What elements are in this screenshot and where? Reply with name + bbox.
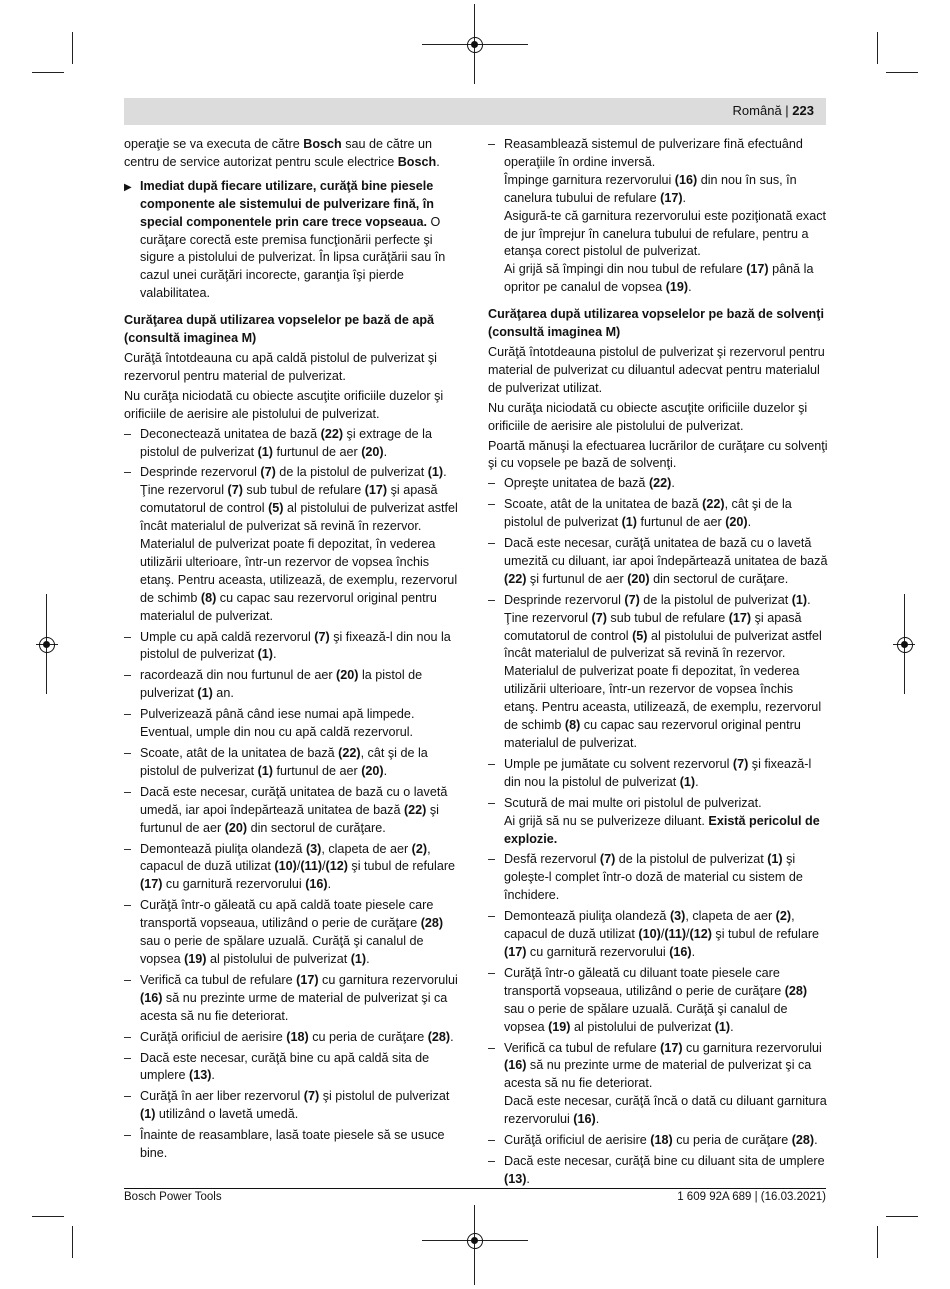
registration-target-icon [467,37,483,53]
list-item: – Curăţă într-o găleată cu diluant toate piesele care transportă vopseaua, utilizând o perie de curăţare (28) sau o perie de spălare uzuală. Curăţă şi canalul de vopsea (19) al pistolului de pulverizat (1). [488,965,830,1037]
list-item: – Înainte de reasamblare, lasă toate piesele să se usuce bine. [124,1127,466,1163]
crop-mark [877,1226,878,1258]
list-item: – Demontează piuliţa olandeză (3), clapeta de aer (2), capacul de duză utilizat (10)/(11)/(12) şi tubul de refulare (17) cu garnitură rezervorului (16). [124,841,466,895]
list-item: – Curăţă în aer liber rezervorul (7) şi pistolul de pulverizat (1) utilizând o lavetă umedă. [124,1088,466,1124]
list-item: – Dacă este necesar, curăţă unitatea de bază cu o lavetă umezită cu diluant, iar apoi îndepărtează unitatea de bază (22) şi furtunul de aer (20) din sectorul de curăţare. [488,535,830,589]
footer-brand: Bosch Power Tools [124,1191,222,1203]
list-item: – racordează din nou furtunul de aer (20) la pistol de pulverizat (1) an. [124,667,466,703]
crop-mark [72,32,73,64]
crop-mark [877,32,878,64]
list-item: – Curăţă orificiul de aerisire (18) cu peria de curăţare (28). [124,1029,466,1047]
crop-mark [72,1226,73,1258]
right-column [488,136,830,1192]
steps-list-water [124,426,466,1163]
steps-list-solvent [488,475,830,1188]
paragraph: Nu curăţa niciodată cu obiecte ascuţite orificiile duzelor şi orificiile de aerisire ale pistolului de pulverizat. [124,388,444,421]
list-item: – Scutură de mai multe ori pistolul de pulverizat. Ai grijă să nu se pulverizeze diluant. Există pericolul de explozie. [488,795,830,849]
list-item: – Desfă rezervorul (7) de la pistolul de pulverizat (1) şi goleşte-l complet într-o doză de material cu sistem de închidere. [488,851,830,905]
list-item: – Dacă este necesar, curăţă bine cu apă caldă sita de umplere (13). [124,1050,466,1086]
header-text: Română | 223 [732,103,814,118]
registration-target-icon [467,1233,483,1249]
footer-doc-id: 1 609 92A 689 | (16.03.2021) [677,1191,826,1203]
list-item: – Verifică ca tubul de refulare (17) cu garnitura rezervorului (16) să nu prezinte urme de material de pulverizat şi ca acesta să nu fie deteriorat. [124,972,466,1026]
registration-target-icon [39,637,55,653]
list-item: – Scoate, atât de la unitatea de bază (22), cât şi de la pistolul de pulverizat (1) furtunul de aer (20). [124,745,466,781]
list-item: – Desprinde rezervorul (7) de la pistolul de pulverizat (1). Ţine rezervorul (7) sub tubul de refulare (17) şi apasă comutatorul de control (5) al pistolului de pulverizat astfel încât materialul de pulverizat să revină în rezervor. Materialul de pulverizat poate fi depozitat, în vederea utilizării ulterioare, într-un rezervor de vopsea închis etanş. Pentru aceasta, utilizează, de exemplu, rezervorul de schimb (8) cu capac sau rezervorul original pentru materialul de pulverizat. [488,592,830,753]
intro-paragraph: operaţie se va executa de către Bosch sau de către un centru de service autorizat pentru scule electrice Bosch. [124,137,440,169]
list-item: – Opreşte unitatea de bază (22). [488,475,830,493]
list-item: – Demontează piuliţa olandeză (3), clapeta de aer (2), capacul de duză utilizat (10)/(11)/(12) şi tubul de refulare (17) cu garnitură rezervorului (16). [488,908,830,962]
page-header [124,98,826,125]
list-item: – Umple cu apă caldă rezervorul (7) şi fixează-l din nou la pistolul de pulverizat (1). [124,629,466,665]
header-language: Română [732,103,782,118]
paragraph: Curăţă întotdeauna cu apă caldă pistolul de pulverizat şi rezervorul pentru material de pulverizat. [124,350,437,383]
list-item: – Curăţă orificiul de aerisire (18) cu peria de curăţare (28). [488,1132,830,1150]
list-item: – Deconectează unitatea de bază (22) şi extrage de la pistolul de pulverizat (1) furtunul de aer (20). [124,426,466,462]
footer-rule [124,1188,826,1189]
list-item: – Scoate, atât de la unitatea de bază (22), cât şi de la pistolul de pulverizat (1) furtunul de aer (20). [488,496,830,532]
paragraph: Nu curăţa niciodată cu obiecte ascuţite orificiile duzelor şi orificiile de aerisire ale pistolului de pulverizat. [488,400,808,433]
crop-mark [886,72,918,73]
left-column [124,136,466,1166]
list-item: – Dacă este necesar, curăţă bine cu diluant sita de umplere (13). [488,1153,830,1189]
list-item: – Verifică ca tubul de refulare (17) cu garnitura rezervorului (16) să nu prezinte urme de material de pulverizat şi ca acesta să nu fie deteriorat. Dacă este necesar, curăţă încă o dată cu diluant garnitura rezervorului (16). [488,1040,830,1130]
registration-target-icon [897,637,913,653]
list-item: – Desprinde rezervorul (7) de la pistolul de pulverizat (1). Ţine rezervorul (7) sub tubul de refulare (17) şi apasă comutatorul de control (5) al pistolului de pulverizat astfel încât materialul de pulverizat să revină în rezervor. Materialul de pulverizat poate fi depozitat, în vederea utilizării ulterioare, într-un rezervor de vopsea închis etanş. Pentru aceasta, utilizează, de exemplu, rezervorul de schimb (8) cu capac sau rezervorul original pentru materialul de pulverizat. [124,464,466,625]
list-item: – Umple pe jumătate cu solvent rezervorul (7) şi fixează-l din nou la pistolul de pulverizat (1). [488,756,830,792]
paragraph: Poartă mănuşi la efectuarea lucrărilor de curăţare cu solvenţi şi cu vopsele pe bază de solvenţi. [488,438,828,471]
list-item: – Dacă este necesar, curăţă unitatea de bază cu o lavetă umedă, iar apoi îndepărtează unitatea de bază (22) şi furtunul de aer (20) din sectorul de curăţare. [124,784,466,838]
safety-warning: ▶ Imediat după fiecare utilizare, curăţă bine piesele componente ale sistemului de pulverizare fină, în special componentele prin care trece vopseaua. O curăţare corectă este premisa funcţionării perfecte şi sigure a pistolului de pulverizat. În lipsa curăţării sau în cazul unei curăţări incorecte, garanţia îşi pierde valabilitatea. [124,178,466,303]
list-item: – Pulverizează până când iese numai apă limpede. Eventual, umple din nou cu apă caldă rezervorul. [124,706,466,742]
list-item: – Curăţă într-o găleată cu apă caldă toate piesele care transportă vopseaua, utilizând o perie de curăţare (28) sau o perie de spălare uzuală. Curăţă şi canalul de vopsea (19) al pistolului de pulverizat (1). [124,897,466,969]
crop-mark [886,1216,918,1217]
section-heading-solvent: Curăţarea după utilizarea vopselelor pe bază de solvenţi (consultă imaginea M) [488,307,824,340]
page-number: 223 [792,103,814,118]
list-item: – Reasamblează sistemul de pulverizare fină efectuând operaţiile în ordine inversă. Împinge garnitura rezervorului (16) din nou în sus, în canelura tubului de refulare (17). Asigură-te că garnitura rezervorului este poziţionată exact de jur împrejur în canelura tubului de refulare, pentru a etanşa corect pistolul de pulverizat. Ai grijă să împingi din nou tubul de refulare (17) până la opritor pe canalul de vopsea (19). [488,136,830,297]
paragraph: Curăţă întotdeauna pistolul de pulverizat şi rezervorul pentru material de pulverizat cu diluantul adecvat pentru materialul de pulverizat utilizat. [488,344,825,395]
crop-mark [32,1216,64,1217]
section-heading-water: Curăţarea după utilizarea vopselelor pe bază de apă (consultă imaginea M) [124,313,435,346]
crop-mark [32,72,64,73]
